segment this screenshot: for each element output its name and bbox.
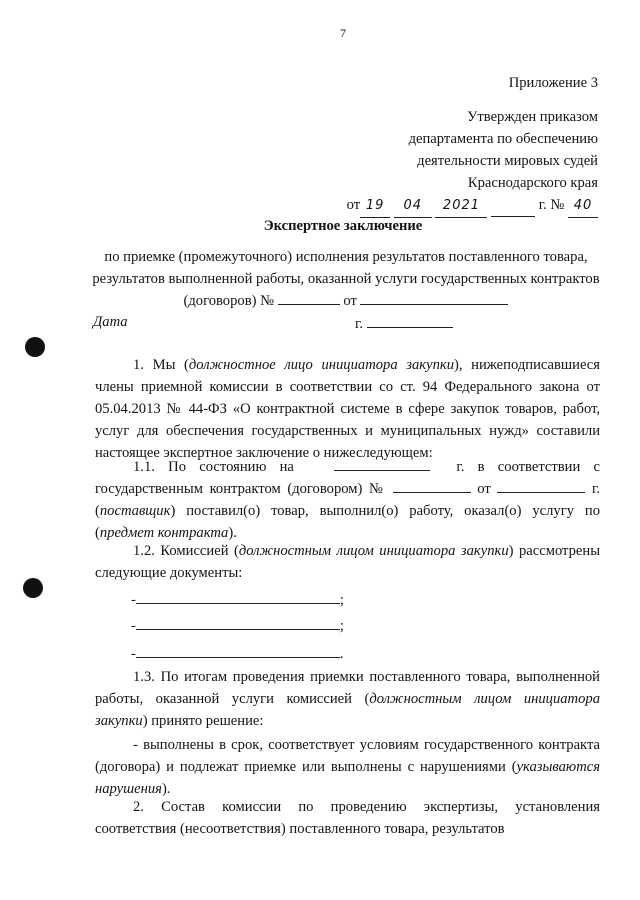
approval-from-label: от (346, 197, 361, 213)
approval-number: 40 (568, 195, 598, 218)
p1-italic: должностное лицо инициатора закупки (188, 357, 454, 373)
paragraph-1-3-item (95, 734, 600, 800)
p11-text-e: ) поставил(о) товар, выполнил(о) работу, оказал(о) услугу по ( (95, 503, 600, 541)
approval-day: 19 (360, 195, 390, 218)
paragraph-1-1 (95, 456, 600, 544)
p11-text-f: ). (228, 525, 237, 541)
approval-block (347, 106, 598, 218)
p12-text-b: ) рассмотрены следующие документы: (95, 543, 601, 581)
subtitle-from: от (343, 293, 357, 309)
p11-text-d: г. ( (95, 481, 601, 519)
p11-contract-number-blank (393, 479, 471, 493)
p12-italic: должностным лицом инициатора закупки (238, 543, 509, 559)
p11-italic-supplier: поставщик (99, 503, 171, 519)
approval-month: 04 (394, 195, 432, 218)
date-place (355, 314, 453, 333)
approval-line-3: деятельности мировых судей (417, 153, 598, 169)
doc-item-dash: - (131, 592, 136, 608)
contract-number-blank (278, 291, 340, 305)
p11-date-blank (334, 457, 430, 471)
document-list-item (131, 644, 344, 663)
punch-hole-bottom (23, 578, 43, 598)
approval-line-4: Краснодарского края (467, 175, 598, 191)
p11-contract-date-blank (497, 479, 585, 493)
doc-item-blank (136, 644, 340, 658)
paragraph-1 (95, 354, 600, 464)
paragraph-1-3 (95, 666, 600, 732)
date-g: г. (355, 316, 363, 332)
p13-item-text-a: - выполнены в срок, соответствует условиям государственного контракта (договора) и подлежат приемке или выполнены с нарушениями ( (95, 737, 600, 775)
p13-italic: должностным лицом инициатора закупки (95, 691, 600, 729)
page-number: 7 (340, 26, 346, 40)
approval-year-blank (491, 194, 535, 217)
p13-item-text-b: ). (161, 781, 171, 797)
p12-text-a: 1.2. Комиссией ( (133, 543, 239, 559)
doc-item-blank (136, 590, 340, 604)
document-list-item (131, 616, 344, 635)
paragraph-1-2 (95, 540, 600, 584)
document-subtitle (90, 246, 602, 312)
date-label: Дата (93, 314, 128, 330)
p11-text-a: 1.1. По состоянию на (133, 459, 294, 475)
document-title: Экспертное заключение (263, 218, 423, 234)
appendix-label: Приложение 3 (508, 75, 598, 91)
p11-text-b: г. в соответствии с государственным контрактом (договором) № (95, 459, 601, 497)
doc-item-punct: ; (339, 592, 344, 608)
subtitle-text: по приемке (промежуточного) исполнения результатов поставленного товара, результатов выполненной работы, оказанной услуги государственных контрактов (договоров) № (92, 249, 600, 309)
p13-text-a: 1.3. По итогам проведения приемки поставленного товара, выполненной работы, оказанной услуги комиссией ( (95, 669, 600, 707)
doc-item-dash: - (131, 646, 136, 662)
approval-date-line (347, 194, 598, 218)
p1-text-b: ), нижеподписавшиеся члены приемной комиссии в соответствии со ст. 94 Федерального закона от 05.04.2013 № 44-ФЗ «О контрактной системе в сфере закупок товаров, работ, услуг для обеспечения государственных и муниципальных нужд» составили настоящее экспертное заключение о нижеследующем: (95, 357, 600, 461)
p11-text-c: от (477, 481, 491, 497)
document-list-item (131, 590, 344, 609)
approval-number-label: г. № (538, 197, 565, 213)
doc-item-punct: . (339, 646, 344, 662)
paragraph-2 (95, 796, 600, 840)
doc-item-punct: ; (339, 618, 344, 634)
date-blank (367, 314, 453, 328)
p1-text-a: 1. Мы ( (133, 357, 189, 373)
punch-hole-top (25, 337, 45, 357)
p13-item-italic: указываются нарушения (95, 759, 600, 797)
approval-line-2: департамента по обеспечению (408, 131, 598, 147)
p13-text-b: ) принято решение: (142, 713, 264, 729)
p11-italic-subject: предмет контракта (99, 525, 229, 541)
doc-item-dash: - (131, 618, 136, 634)
approval-line-1: Утвержден приказом (467, 109, 598, 125)
p2-text: 2. Состав комиссии по проведению экспертизы, установления соответствия (несоответствия) поставленного товара, результатов (95, 799, 600, 837)
approval-year: 2021 (435, 195, 487, 218)
doc-item-blank (136, 616, 340, 630)
contract-date-blank (360, 291, 508, 305)
